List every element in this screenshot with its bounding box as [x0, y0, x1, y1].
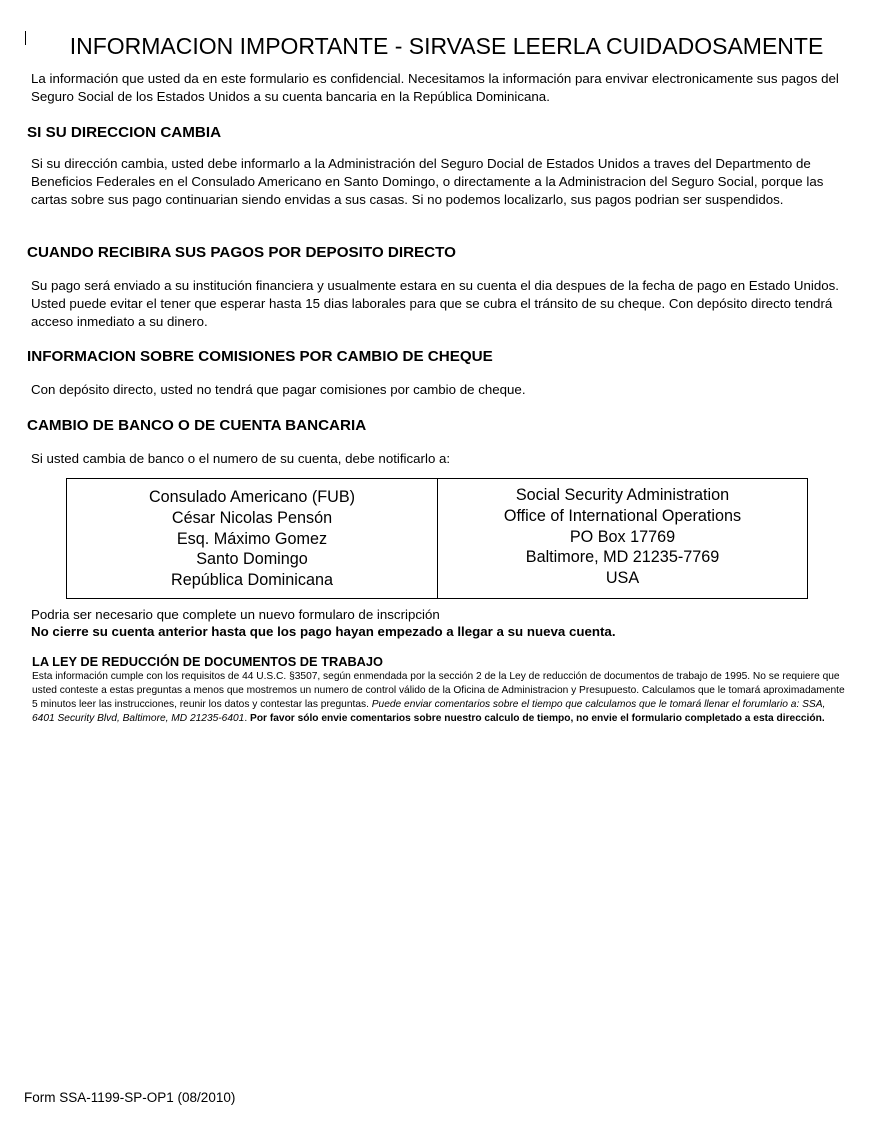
page-title: INFORMACION IMPORTANTE - SIRVASE LEERLA CUIDADOSAMENTE [69, 33, 824, 59]
do-not-close-warning: No cierre su cuenta anterior hasta que los pago hayan empezado a llegar a su nueva cuenta. [31, 624, 616, 639]
section-body-direct-deposit: Su pago será enviado a su institución financiera y usualmente estara en su cuenta el dia despues de la fecha de pago en Estado Unidos. Usted puede evitar el tener que esperar hasta 15 dias laborales para que se cubra el tránsito de su cheque. Con depósito directo tendrá acceso inmediato a su dinero. [31, 278, 839, 329]
paperwork-regular-text: Esta información cumple con los requisitos de 44 U.S.C. §3507, según enmendada por la sección 2 de la Ley de reducción de documentos de trabajo de 1995. No se requiere que usted conteste a estas preguntas a menos que mostremos un numero de control válido de la Oficina de Administracion y Presupuesto. Calculamos que le tomará aproximadamente 5 minutos leer las instrucciones, reunir los datos y contestar las preguntas. [32, 671, 845, 710]
form-number-footer: Form SSA-1199-SP-OP1 (08/2010) [24, 1090, 236, 1105]
paperwork-period: . [244, 713, 251, 724]
intro-paragraph: La información que usted da en este formulario es confidencial. Necesitamos la información para envivar electronicamente sus pagos del Seguro Social de los Estados Unidos a su cuenta bancaria en la República Dominicana. [31, 71, 839, 104]
address-consulate [67, 479, 438, 598]
new-form-note: Podria ser necesario que complete un nuevo formularo de inscripción [31, 607, 440, 622]
section-heading-bank-change: CAMBIO DE BANCO O DE CUENTA BANCARIA [27, 417, 367, 434]
address-line: PO Box 17769 [569, 527, 676, 546]
paperwork-italic-text: Puede enviar comentarios sobre el tiempo que calculamos que le tomará llenar el forumlario a: SSA, 6401 Security Blvd, Baltimore, MD 21235-6401 [32, 699, 826, 724]
section-body-address-change: Si su dirección cambia, usted debe informarlo a la Administración del Seguro Docial de Estados Unidos a traves del Departmento de Beneficios Federales en el Consulado Americano en Santo Domingo, o directamente a la Administracion del Seguro Social, porque las cartas sobre sus pago continuarian siendo envidas a sus casas. Si no podemos localizarlo, sus pagos podrian ser suspendidos. [31, 156, 824, 207]
address-line: César Nicolas Pensón [171, 508, 333, 527]
address-line: Consulado Americano (FUB) [148, 488, 356, 506]
address-line: Office of International Operations [503, 506, 742, 525]
address-line: República Dominicana [171, 571, 333, 590]
section-heading-direct-deposit: CUANDO RECIBIRA SUS PAGOS POR DEPOSITO DIRECTO [27, 244, 456, 261]
paperwork-act-heading: LA LEY DE REDUCCIÓN DE DOCUMENTOS DE TRABAJO [32, 654, 383, 669]
section-body-bank-change: Si usted cambia de banco o el numero de su cuenta, debe notificarlo a: [31, 451, 451, 466]
address-line: Baltimore, MD 21235-7769 [525, 548, 720, 567]
address-line: USA [605, 569, 640, 588]
address-line: Social Security Administration [515, 486, 730, 504]
paperwork-bold-text: Por favor sólo envie comentarios sobre nuestro calculo de tiempo, no envie el formulario completado a esta dirección. [250, 713, 825, 724]
address-line: Santo Domingo [196, 550, 308, 569]
address-ssa [438, 479, 807, 598]
section-heading-address-change: SI SU DIRECCION CAMBIA [27, 124, 222, 141]
paperwork-act-text [32, 670, 847, 726]
address-line: Esq. Máximo Gomez [176, 529, 328, 548]
address-box [66, 478, 808, 599]
section-body-fees: Con depósito directo, usted no tendrá que pagar comisiones por cambio de cheque. [31, 382, 526, 397]
section-heading-fees: INFORMACION SOBRE COMISIONES POR CAMBIO DE CHEQUE [27, 348, 493, 365]
